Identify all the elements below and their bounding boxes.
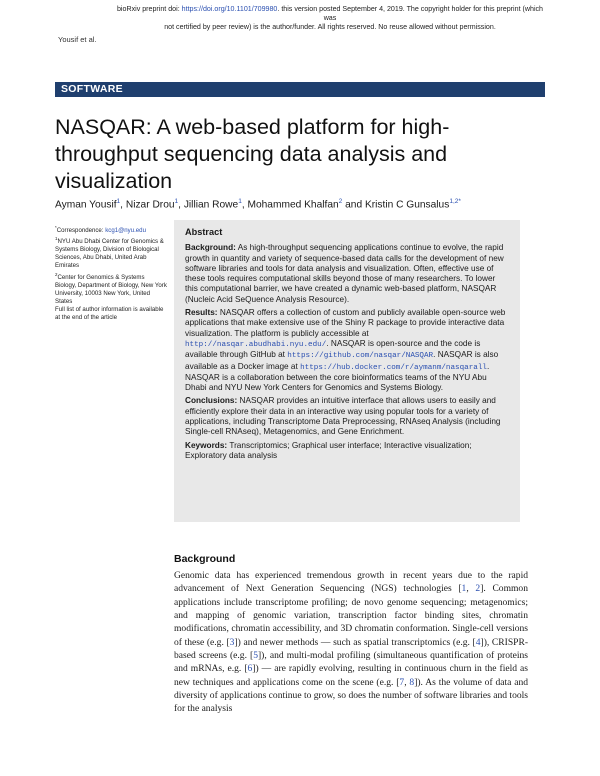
citation-link[interactable]: 7 bbox=[399, 676, 405, 688]
author-name: Nizar Drou bbox=[125, 199, 175, 211]
author-name: Jillian Rowe bbox=[183, 199, 239, 211]
citation-link[interactable]: 8 bbox=[409, 676, 415, 688]
platform-url-link[interactable]: http://nasqar.abudhabi.nyu.edu/ bbox=[185, 340, 327, 349]
author-affil-sup[interactable]: 1 bbox=[174, 198, 179, 205]
background-paragraph bbox=[174, 569, 528, 716]
abstract-conclusions bbox=[185, 396, 509, 437]
author-separator: and bbox=[342, 199, 365, 211]
docker-url-link[interactable]: https://hub.docker.com/r/aymanm/nasqarall bbox=[300, 363, 487, 372]
author-affil-sup[interactable]: 2 bbox=[338, 198, 343, 205]
correspondence-email[interactable]: kcg1@nyu.edu bbox=[105, 227, 146, 235]
correspondence: *Correspondence: kcg1@nyu.edu bbox=[55, 225, 146, 235]
author-list bbox=[55, 198, 545, 210]
citation-link[interactable]: 3 bbox=[229, 636, 235, 648]
background-heading: Background bbox=[174, 553, 236, 565]
author-affil-sup[interactable]: 1,2* bbox=[449, 198, 461, 205]
abstract-results-text: . NASQAR is open-source and the code is available through GitHub at bbox=[185, 338, 481, 360]
banner-line1-rest: . this version posted September 4, 2019. The copyright holder for this preprint (which was bbox=[277, 5, 544, 22]
running-head: Yousif et al. bbox=[58, 35, 97, 44]
body-text: ]), and multi-modal profiling (simultaneous quantification of proteins and mRNAs, e.g. [ bbox=[174, 650, 528, 675]
citation-link[interactable]: 4 bbox=[475, 636, 481, 648]
affiliations bbox=[55, 224, 167, 322]
body-text: , bbox=[466, 583, 476, 595]
abstract-keywords-text: Transcriptomics; Graphical user interface; Interactive visualization; Exploratory data analysis bbox=[185, 440, 472, 460]
body-text: ]). As the volume of data and diversity of applications continue to grow, so does the number of software libraries and tools for the analysis bbox=[174, 676, 528, 715]
abstract-keywords bbox=[185, 441, 509, 462]
abstract-keywords-label: Keywords: bbox=[185, 440, 228, 450]
citation-link[interactable]: 2 bbox=[475, 583, 481, 595]
abstract-heading: Abstract bbox=[185, 227, 223, 237]
correspondence-label: Correspondence: bbox=[56, 227, 106, 235]
body-text: Genomic data has experienced tremendous growth in recent years due to the rapid advancement of Next Generation Sequencing (NGS) technologies [ bbox=[174, 570, 528, 595]
body-text: , bbox=[404, 676, 410, 688]
citation-link[interactable]: 1 bbox=[461, 583, 467, 595]
author-separator: , bbox=[120, 199, 126, 211]
author-separator: , bbox=[241, 199, 248, 211]
banner-line-1 bbox=[110, 5, 550, 23]
author-name: Mohammed Khalfan bbox=[247, 199, 339, 211]
body-text: ]) — are rapidly evolving, resulting in continuous churn in the field as new techniques and applications come on the scene (e.g. [ bbox=[174, 663, 529, 688]
abstract-box bbox=[174, 220, 520, 522]
author-name: Kristin C Gunsalus bbox=[364, 199, 450, 211]
preprint-banner bbox=[110, 5, 550, 32]
affiliation-2 bbox=[55, 271, 167, 306]
abstract-results bbox=[185, 308, 509, 393]
abstract-background-text: As high-throughput sequencing applications continue to evolve, the rapid growth in quantity and variety of sequence-based data calls for the development of new software libraries and tools for data analysis and visualization. Often, effective use of these tools requires computational skills beyond those of many researchers. To lower this computational barrier, we have created a dynamic web-based platform, NASQAR (Nucleic Acid SeQuence Analysis Resource). bbox=[185, 243, 504, 304]
affiliation-2-sup: 2 bbox=[55, 271, 58, 277]
body-text: ]), CRISPR-based screens (e.g. [ bbox=[174, 636, 528, 662]
abstract-conclusions-label: Conclusions: bbox=[185, 396, 238, 406]
citation-link[interactable]: 5 bbox=[253, 650, 258, 662]
abstract-background-label: Background: bbox=[185, 243, 236, 253]
banner-line-2: not certified by peer review) is the author/funder. All rights reserved. No reuse allowed without permission. bbox=[164, 23, 496, 31]
author-info-note: Full list of author information is available at the end of the article bbox=[55, 305, 164, 322]
author-name: Ayman Yousif bbox=[55, 199, 117, 211]
affiliation-1 bbox=[55, 235, 167, 270]
banner-prefix: bioRxiv preprint doi: bbox=[116, 5, 182, 13]
abstract-conclusions-text: NASQAR provides an intuitive interface that allows users to easily and efficiently explore their data in an interactive way using popular tools for a variety of applications, including Transcriptome Data Preprocessing, RNAseq Analysis (including Single-cell RNAseq), Metagenomics, and Gene Enrichment. bbox=[185, 396, 501, 437]
affiliation-2-text: Center for Genomics & Systems Biology, Department of Biology, New York University, 10003 New York, United States bbox=[55, 273, 167, 305]
abstract-background bbox=[185, 243, 509, 305]
author-affil-sup[interactable]: 1 bbox=[116, 198, 121, 205]
body-text: ]) and newer methods — such as spatial transcriptomics (e.g. [ bbox=[234, 636, 476, 648]
body-text: ]. Common applications include transcriptome profiling; de novo genome sequencing; metagenomics; and mapping of genomic variation, transcription factor binding sites, chromatin modifications, chromatin accessibility, and 3D chromatin conformation. Single-cell versions of these (e.g. [ bbox=[174, 583, 528, 648]
abstract-results-text: NASQAR offers a collection of custom and publicly available open-source web applications that make extensive use of the Shiny R package to provide interactive data visualization. The platform is publicly accessible at bbox=[185, 308, 506, 338]
abstract-results-label: Results: bbox=[185, 308, 218, 318]
abstract-results-text: . NASQAR is also available as a Docker image at bbox=[185, 350, 499, 371]
abstract-results-text: . NASQAR is a collaboration between the core bioinformatics teams of the NYU Abu Dhabi and NYU New York Centers for Genomics and Systems Biology. bbox=[185, 361, 490, 393]
author-affil-sup[interactable]: 1 bbox=[238, 198, 242, 205]
github-url-link[interactable]: https://github.com/nasqar/NASQAR bbox=[287, 352, 434, 361]
affiliation-1-sup: 1 bbox=[55, 236, 58, 242]
author-separator: , bbox=[178, 199, 184, 211]
section-label: SOFTWARE bbox=[55, 82, 545, 97]
citation-link[interactable]: 6 bbox=[247, 663, 253, 675]
paper-title: NASQAR: A web-based platform for high-throughput sequencing data analysis and visualization bbox=[55, 115, 450, 193]
affiliation-1-text: NYU Abu Dhabi Center for Genomics & Systems Biology, Division of Biological Sciences, Abu Dhabi, United Arab Emirates bbox=[55, 238, 164, 270]
doi-link[interactable]: https://doi.org/10.1101/709980 bbox=[181, 5, 278, 13]
